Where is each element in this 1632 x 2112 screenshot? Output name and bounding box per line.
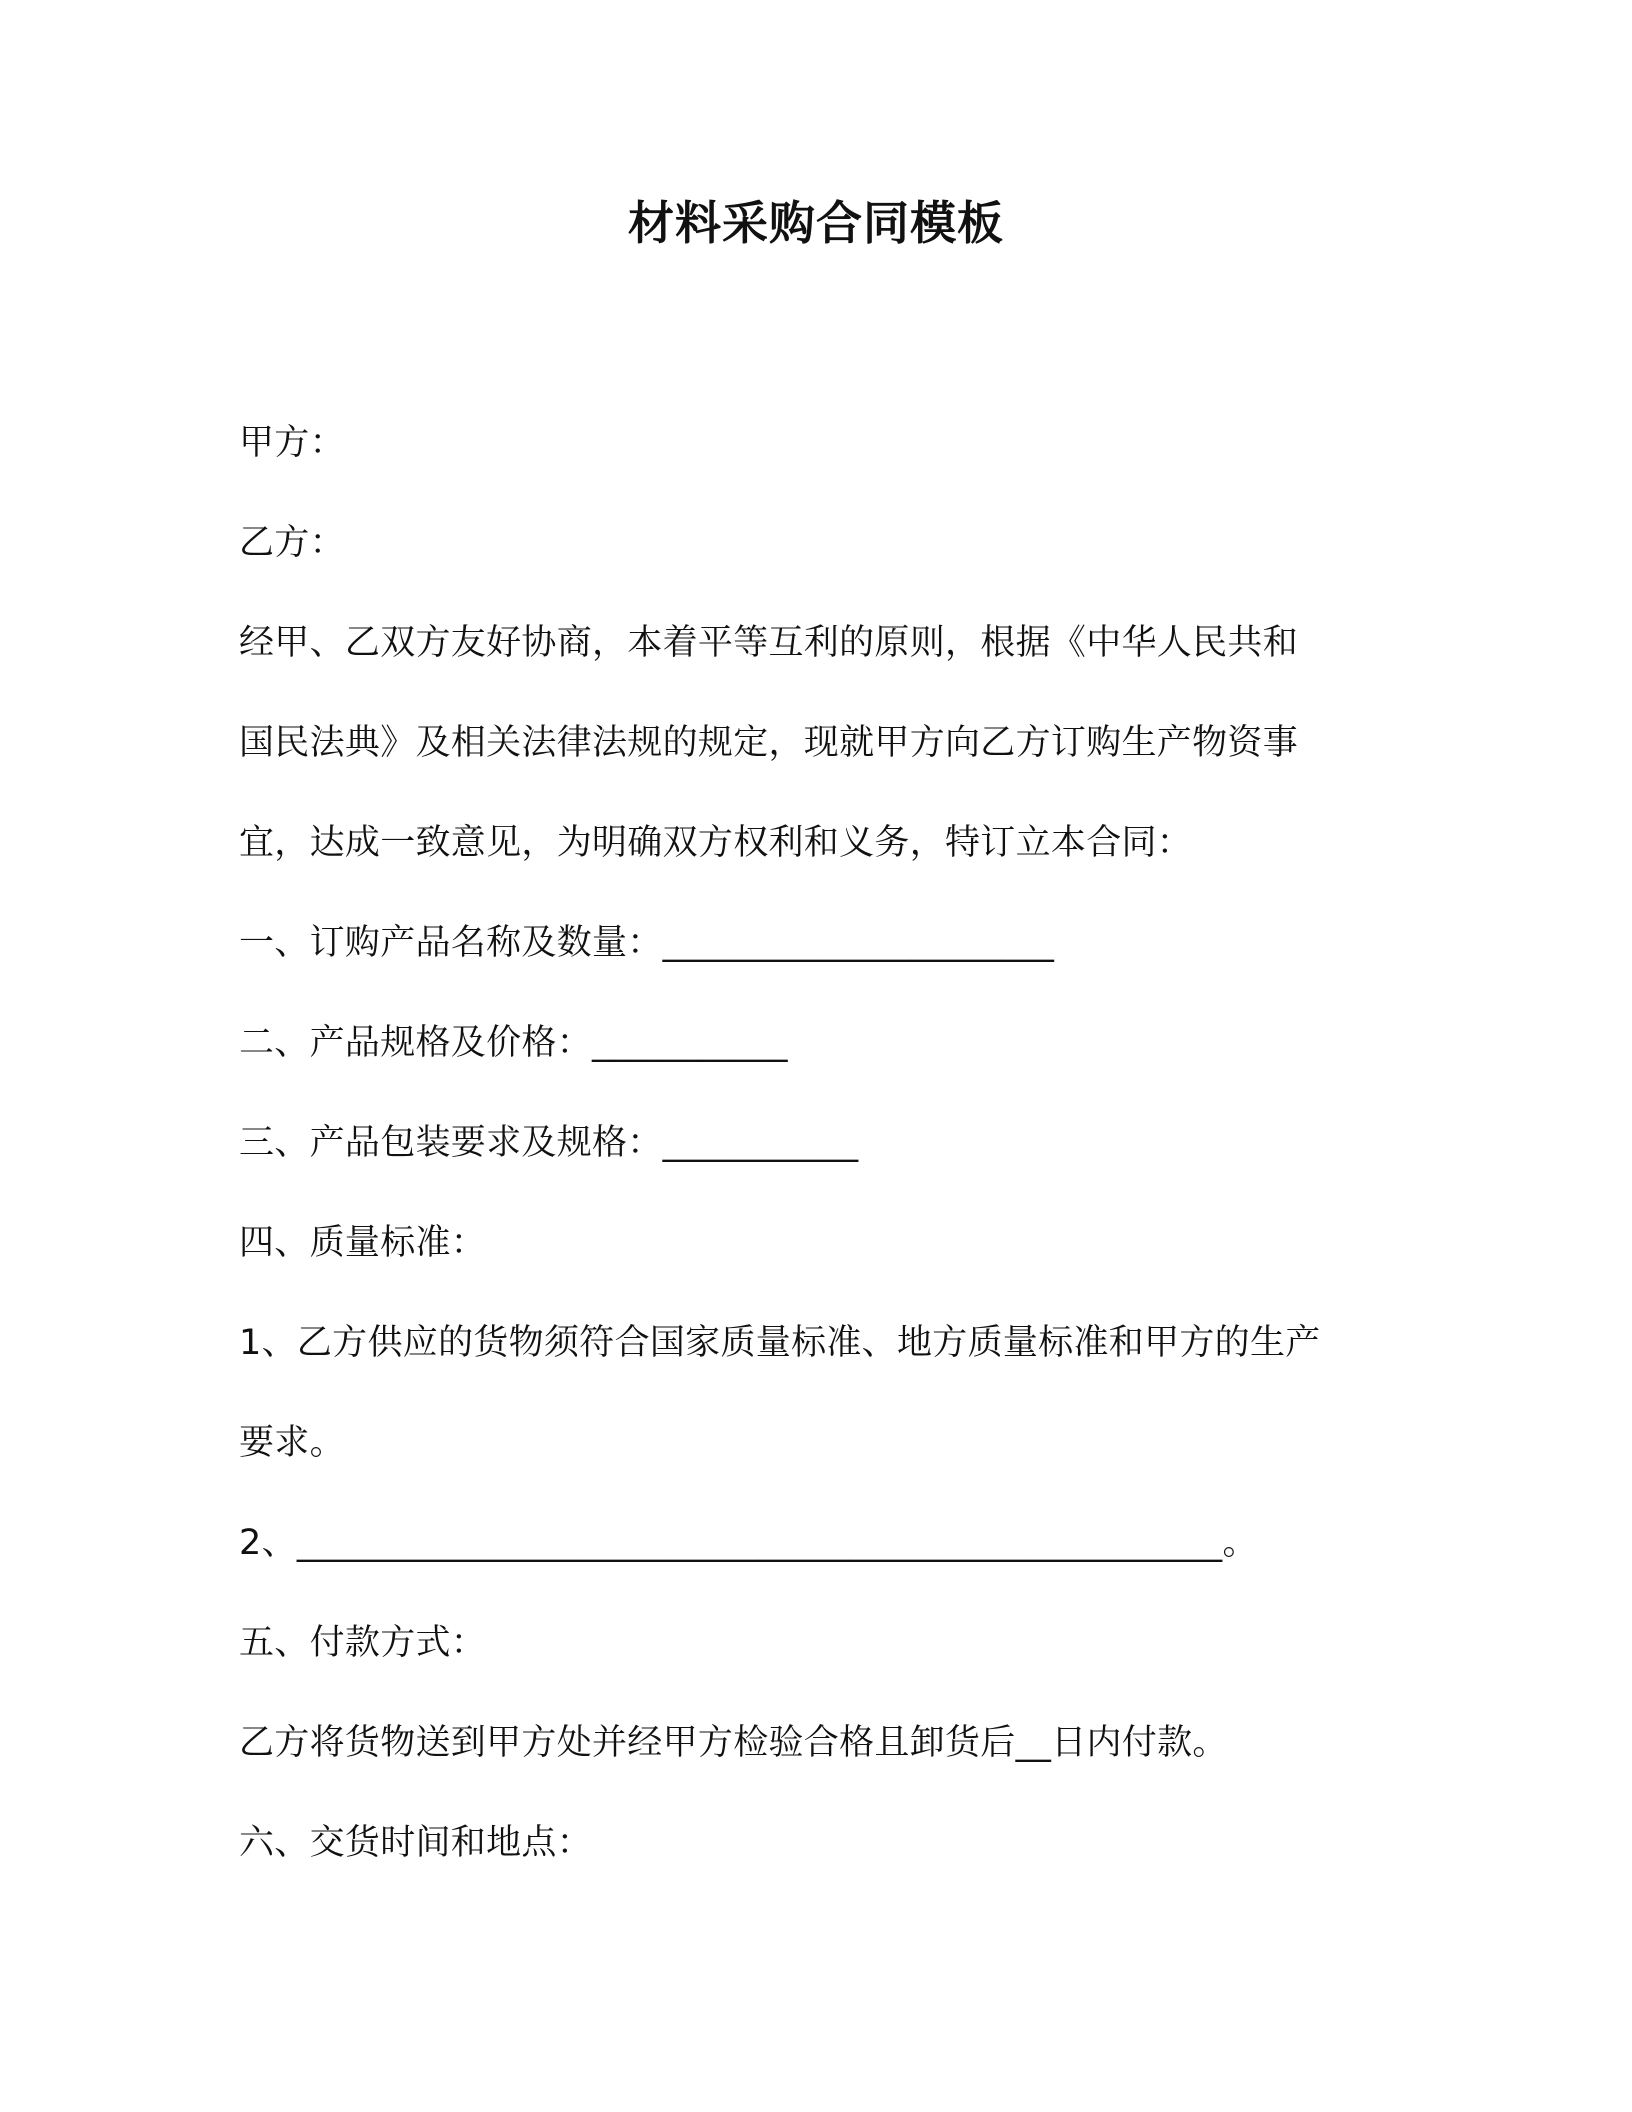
preamble-line-2: 国民法典》及相关法律法规的规定，现就甲方向乙方订购生产物资事 <box>239 723 1299 763</box>
party-a-line: 甲方： <box>239 423 345 463</box>
clause-6-heading: 六、交货时间和地点： <box>239 1823 593 1863</box>
clause-5-heading: 五、付款方式： <box>239 1623 487 1663</box>
clause-4-item-1-line-2: 要求。 <box>239 1423 345 1463</box>
clause-2-line: 二、产品规格及价格：___________ <box>239 1023 788 1063</box>
clause-4-item-1-line-1: 1、乙方供应的货物须符合国家质量标准、地方质量标准和甲方的生产 <box>239 1323 1321 1363</box>
clause-1-line: 一、订购产品名称及数量：______________________ <box>239 923 1055 963</box>
clause-4-heading: 四、质量标准： <box>239 1223 487 1263</box>
clause-5-body: 乙方将货物送到甲方处并经甲方检验合格且卸货后__日内付款。 <box>239 1723 1228 1763</box>
clause-4-item-2-line: 2、____________________________________________________。 <box>239 1523 1258 1563</box>
document-title: 材料采购合同模板 <box>628 196 1004 250</box>
preamble-line-1: 经甲、乙双方友好协商，本着平等互利的原则，根据《中华人民共和 <box>239 623 1299 663</box>
party-b-line: 乙方： <box>239 523 345 563</box>
clause-3-line: 三、产品包装要求及规格：___________ <box>239 1123 859 1163</box>
preamble-line-3: 宜，达成一致意见，为明确双方权利和义务，特订立本合同： <box>239 823 1193 863</box>
